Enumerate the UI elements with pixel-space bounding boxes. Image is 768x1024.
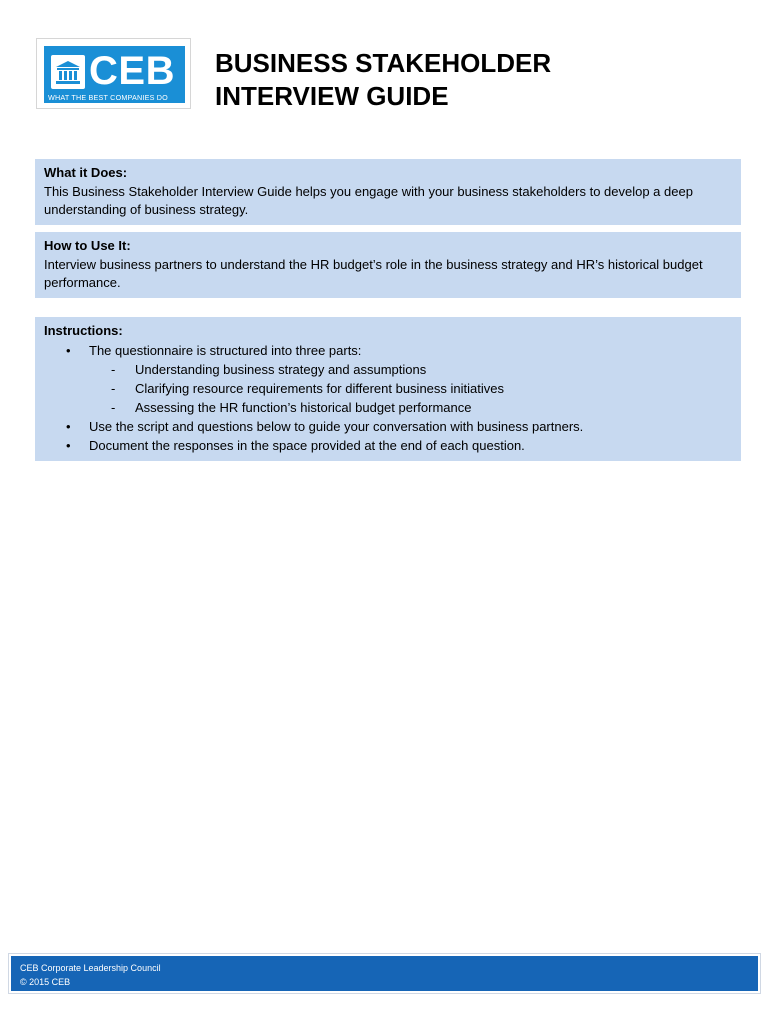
sub-list (89, 360, 732, 417)
footer-bar (11, 956, 758, 991)
sub-list-item-text: Clarifying resource requirements for different business initiatives (135, 380, 504, 396)
sub-list-item (44, 360, 732, 379)
footer-organization: CEB Corporate Leadership Council (20, 963, 161, 973)
what-it-does-body: This Business Stakeholder Interview Guide helps you engage with your business stakeholders to develop a deep understanding of business strategy. (44, 183, 693, 217)
sub-list-item (44, 398, 732, 417)
list-item (44, 341, 732, 417)
ceb-logo (36, 38, 191, 109)
what-it-does-section (35, 159, 741, 225)
footer-copyright: © 2015 CEB (20, 977, 71, 987)
what-it-does-heading: What it Does: (44, 165, 128, 180)
page-title-line-1: BUSINESS STAKEHOLDER (215, 48, 552, 78)
instructions-section (35, 317, 741, 461)
list-item-text: Use the script and questions below to guide your conversation with business partners. (89, 418, 584, 434)
how-to-use-section (35, 232, 741, 298)
page-title-line-2: INTERVIEW GUIDE (215, 81, 449, 111)
bullet-icon: • (66, 342, 71, 358)
page-title (215, 47, 551, 113)
logo-tagline: WHAT THE BEST COMPANIES DO (48, 93, 168, 102)
instructions-heading: Instructions: (44, 323, 123, 338)
sub-list-item-text: Understanding business strategy and assumptions (135, 361, 427, 377)
logo-wordmark: CEB (89, 49, 175, 93)
list-item (44, 436, 732, 455)
dash-icon: - (111, 361, 116, 377)
how-to-use-body: Interview business partners to understand the HR budget’s role in the business strategy and HR’s historical budget performance. (44, 256, 703, 290)
page-footer (8, 953, 761, 994)
list-item-text: Document the responses in the space provided at the end of each question. (89, 437, 525, 453)
bullet-icon: • (66, 437, 71, 453)
dash-icon: - (111, 399, 116, 415)
logo-badge (44, 46, 185, 103)
bullet-icon: • (66, 418, 71, 434)
building-columns-icon (51, 55, 85, 89)
sub-list-item (44, 379, 732, 398)
list-item (44, 417, 732, 436)
list-item-text: The questionnaire is structured into three parts: (89, 342, 362, 358)
sub-list-item-text: Assessing the HR function’s historical budget performance (135, 399, 472, 415)
how-to-use-heading: How to Use It: (44, 238, 131, 253)
dash-icon: - (111, 380, 116, 396)
instructions-list (44, 341, 732, 455)
